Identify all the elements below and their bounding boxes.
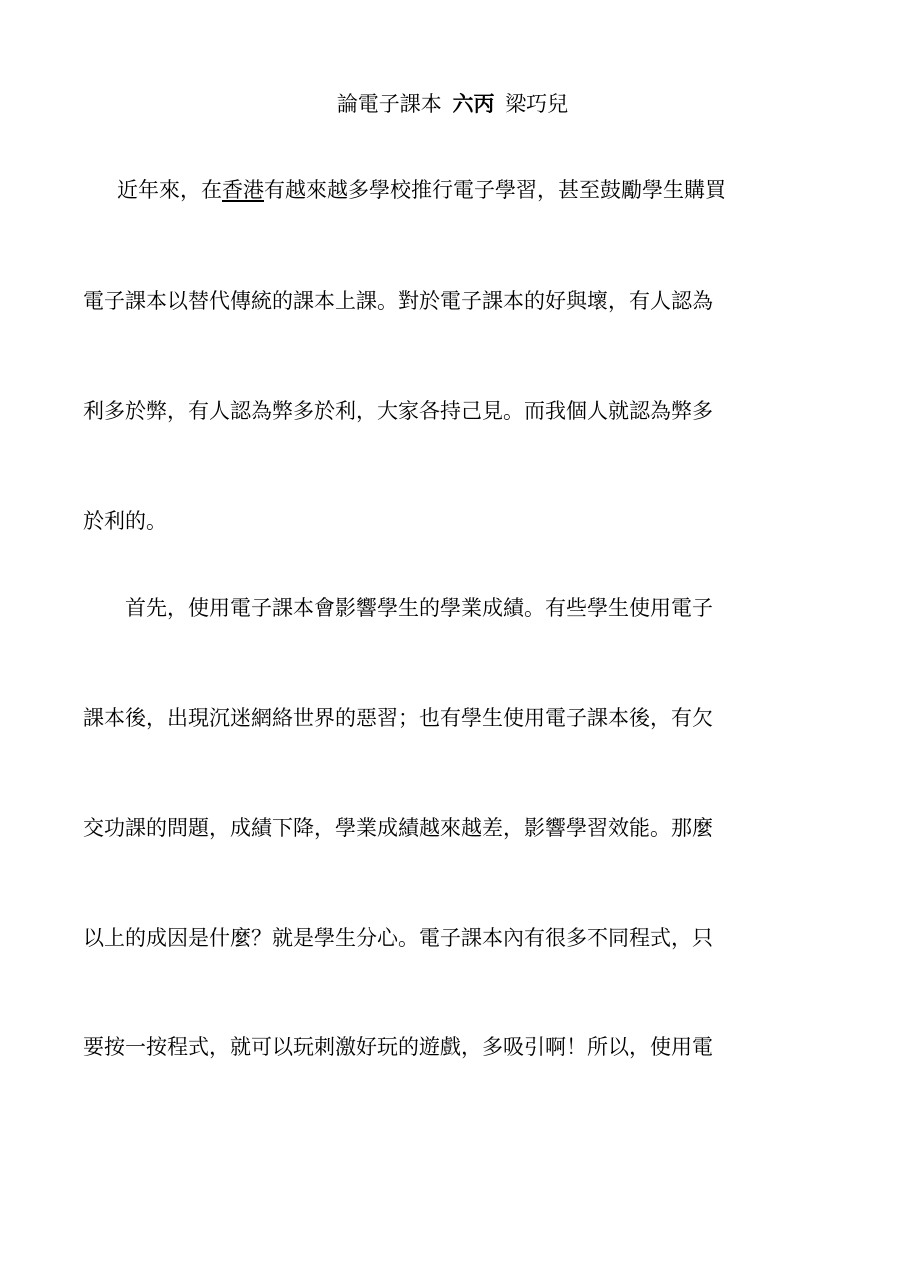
title-author: 梁巧兒 bbox=[505, 92, 569, 116]
paragraph-1-line-4: 於利的。 bbox=[83, 509, 167, 533]
paragraph-1-line-1 bbox=[117, 174, 726, 206]
page-title bbox=[0, 88, 905, 120]
paragraph-2-line-5: 要按一按程式，就可以玩刺激好玩的遊戲，多吸引啊！所以，使用電 bbox=[83, 1035, 713, 1059]
paragraph-2-line-1: 首先，使用電子課本會影響學生的學業成績。有些學生使用電子 bbox=[125, 596, 713, 620]
text-segment: 近年來，在 bbox=[117, 178, 222, 202]
title-main: 論電子課本 bbox=[336, 92, 442, 116]
hong-kong-underlined-term: 香港 bbox=[222, 178, 264, 202]
paragraph-2-line-4: 以上的成因是什麼？就是學生分心。電子課本內有很多不同程式，只 bbox=[83, 926, 713, 950]
text-segment: 有越來越多學校推行電子學習，甚至鼓勵學生購買 bbox=[264, 178, 726, 202]
paragraph-1-line-2: 電子課本以替代傳統的課本上課。對於電子課本的好與壞，有人認為 bbox=[83, 289, 713, 313]
title-class: 六丙 bbox=[452, 92, 495, 116]
paragraph-1-line-3: 利多於弊，有人認為弊多於利，大家各持己見。而我個人就認為弊多 bbox=[83, 399, 713, 423]
paragraph-2-line-3: 交功課的問題，成績下降，學業成績越來越差，影響學習效能。那麼 bbox=[83, 816, 713, 840]
paragraph-2-line-2: 課本後，出現沉迷網絡世界的惡習；也有學生使用電子課本後，有欠 bbox=[83, 706, 713, 730]
